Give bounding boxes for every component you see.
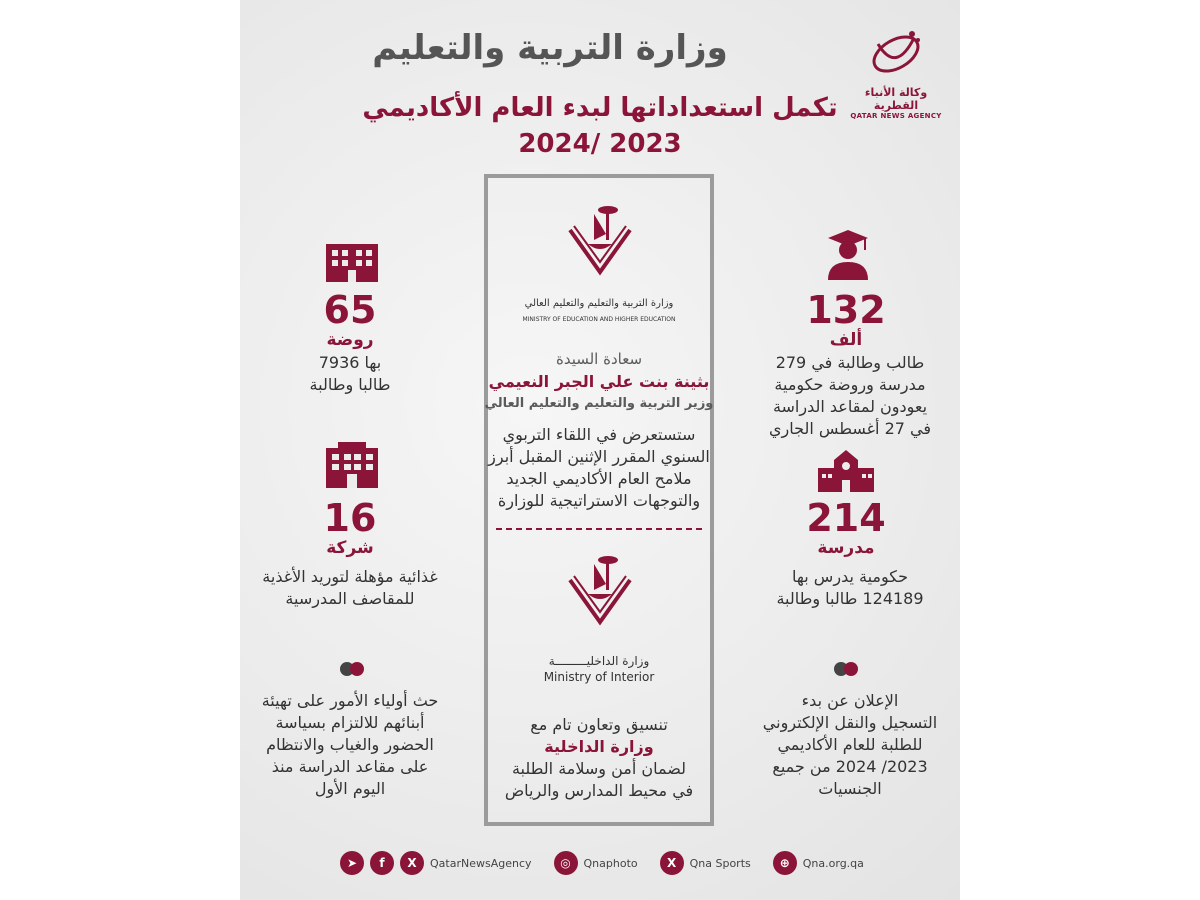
- x-icon[interactable]: X: [400, 851, 424, 875]
- schools-text: [750, 566, 950, 610]
- company-building-icon: [324, 440, 380, 490]
- moe-name-arabic: وزارة التربية والتعليم والتعليم العالي: [524, 298, 674, 309]
- moi-name-arabic: وزارة الداخليـــــــــة: [548, 654, 650, 668]
- parents-text: [240, 690, 460, 800]
- bullet-dots-icon: [340, 662, 364, 676]
- footer-social: [340, 848, 864, 878]
- minister-name: بثينة بنت علي الجبر النعيمي: [488, 372, 710, 391]
- website-link[interactable]: Qna.org.qa: [802, 856, 864, 870]
- minister-text-line: والتوجهات الاستراتيجية للوزارة: [497, 491, 701, 510]
- schools-unit: مدرسة: [817, 538, 875, 558]
- facebook-icon[interactable]: f: [370, 851, 394, 875]
- students-number: 132: [806, 288, 886, 332]
- students-unit: ألف: [829, 330, 863, 350]
- coordination-line: لضمان أمن وسلامة الطلبة: [511, 759, 687, 778]
- kg-text-line: طالبا وطالبة: [309, 375, 391, 394]
- subtitle-line-2: 2023 /2024: [518, 129, 682, 159]
- students-text-line: يعودون لمقاعد الدراسة: [772, 397, 928, 416]
- schools-number: 214: [806, 496, 886, 540]
- divider: [496, 528, 702, 530]
- registration-text-line: الإعلان عن بدء: [801, 691, 899, 710]
- infographic: [240, 0, 960, 900]
- minister-title: وزير التربية والتعليم والتعليم العالي: [484, 396, 714, 411]
- page-subtitle: [320, 90, 880, 162]
- companies-stat: [280, 498, 420, 558]
- schools-text-line: حكومية يدرس بها: [792, 567, 908, 586]
- registration-text-line: 2023/ 2024 من جميع: [772, 757, 928, 776]
- registration-text-line: الجنسيات: [818, 779, 882, 798]
- kg-stat: [280, 290, 420, 350]
- kg-text-line: بها 7936: [318, 353, 382, 372]
- handle-qna-sports[interactable]: Qna Sports: [689, 856, 751, 870]
- parents-text-line: الحضور والغياب والانتظام: [266, 735, 434, 754]
- students-text-line: طالب وطالبة في 279: [775, 353, 925, 372]
- globe-icon[interactable]: ⊕: [773, 851, 797, 875]
- moe-emblem-icon: [560, 200, 640, 280]
- registration-text-line: التسجيل والنقل الإلكتروني: [762, 713, 938, 732]
- students-text: [750, 352, 950, 440]
- moi-name-english: Ministry of Interior: [543, 670, 655, 684]
- x-icon[interactable]: X: [660, 851, 684, 875]
- students-text-line: مدرسة وروضة حكومية: [774, 375, 926, 394]
- kg-text: [260, 352, 440, 396]
- kg-unit: روضة: [326, 330, 374, 350]
- kg-number: 65: [323, 288, 377, 332]
- building-icon: [324, 240, 380, 284]
- handle-qatarnewsagency[interactable]: QatarNewsAgency: [430, 856, 532, 870]
- companies-unit: شركة: [326, 538, 374, 558]
- instagram-icon[interactable]: ◎: [554, 851, 578, 875]
- registration-text: [740, 690, 960, 800]
- coordination-line: في محيط المدارس والرياض: [504, 781, 694, 800]
- schools-text-line: 124189 طالبا وطالبة: [776, 589, 924, 608]
- companies-text-line: غذائية مؤهلة لتوريد الأغذية: [262, 567, 438, 586]
- coordination-line: تنسيق وتعاون تام مع: [530, 715, 668, 734]
- companies-text-line: للمقاصف المدرسية: [285, 589, 415, 608]
- telegram-icon[interactable]: ➤: [340, 851, 364, 875]
- minister-text-line: ستستعرض في اللقاء التربوي: [502, 425, 696, 444]
- logo-arabic: وكالة الأنباء القطرية: [864, 86, 928, 112]
- bullet-dots-icon: [834, 662, 858, 676]
- parents-text-line: اليوم الأول: [314, 779, 386, 798]
- subtitle-line-1: تكمل استعداداتها لبدء العام الأكاديمي: [362, 93, 838, 123]
- graduate-icon: [820, 226, 876, 282]
- students-stat: [776, 290, 916, 350]
- companies-number: 16: [323, 496, 377, 540]
- parents-text-line: حث أولياء الأمور على تهيئة: [261, 691, 439, 710]
- moi-emblem-icon: [560, 550, 640, 630]
- honorific: سعادة السيدة: [555, 350, 643, 368]
- students-text-line: في 27 أغسطس الجاري: [769, 419, 931, 438]
- registration-text-line: للطلبة للعام الأكاديمي: [777, 735, 923, 754]
- page-title: وزارة التربية والتعليم: [372, 28, 728, 68]
- qna-emblem-icon: [866, 24, 926, 80]
- minister-text-line: ملامح العام الأكاديمي الجديد: [506, 469, 692, 488]
- schools-stat: [776, 498, 916, 558]
- minister-text: [484, 424, 714, 512]
- handle-qnaphoto[interactable]: Qnaphoto: [583, 856, 638, 870]
- companies-text: [240, 566, 460, 610]
- minister-text-line: السنوي المقرر الإثنين المقبل أبرز: [488, 447, 710, 466]
- school-icon: [816, 446, 876, 494]
- moe-name-english: MINISTRY OF EDUCATION AND HIGHER EDUCATION: [522, 316, 676, 323]
- parents-text-line: أبنائهم للالتزام بسياسة: [275, 713, 425, 732]
- logo-english: QATAR NEWS AGENCY: [850, 112, 942, 120]
- parents-text-line: على مقاعد الدراسة منذ: [271, 757, 429, 776]
- coordination-entity: وزارة الداخلية: [544, 737, 654, 756]
- coordination-text: [484, 714, 714, 802]
